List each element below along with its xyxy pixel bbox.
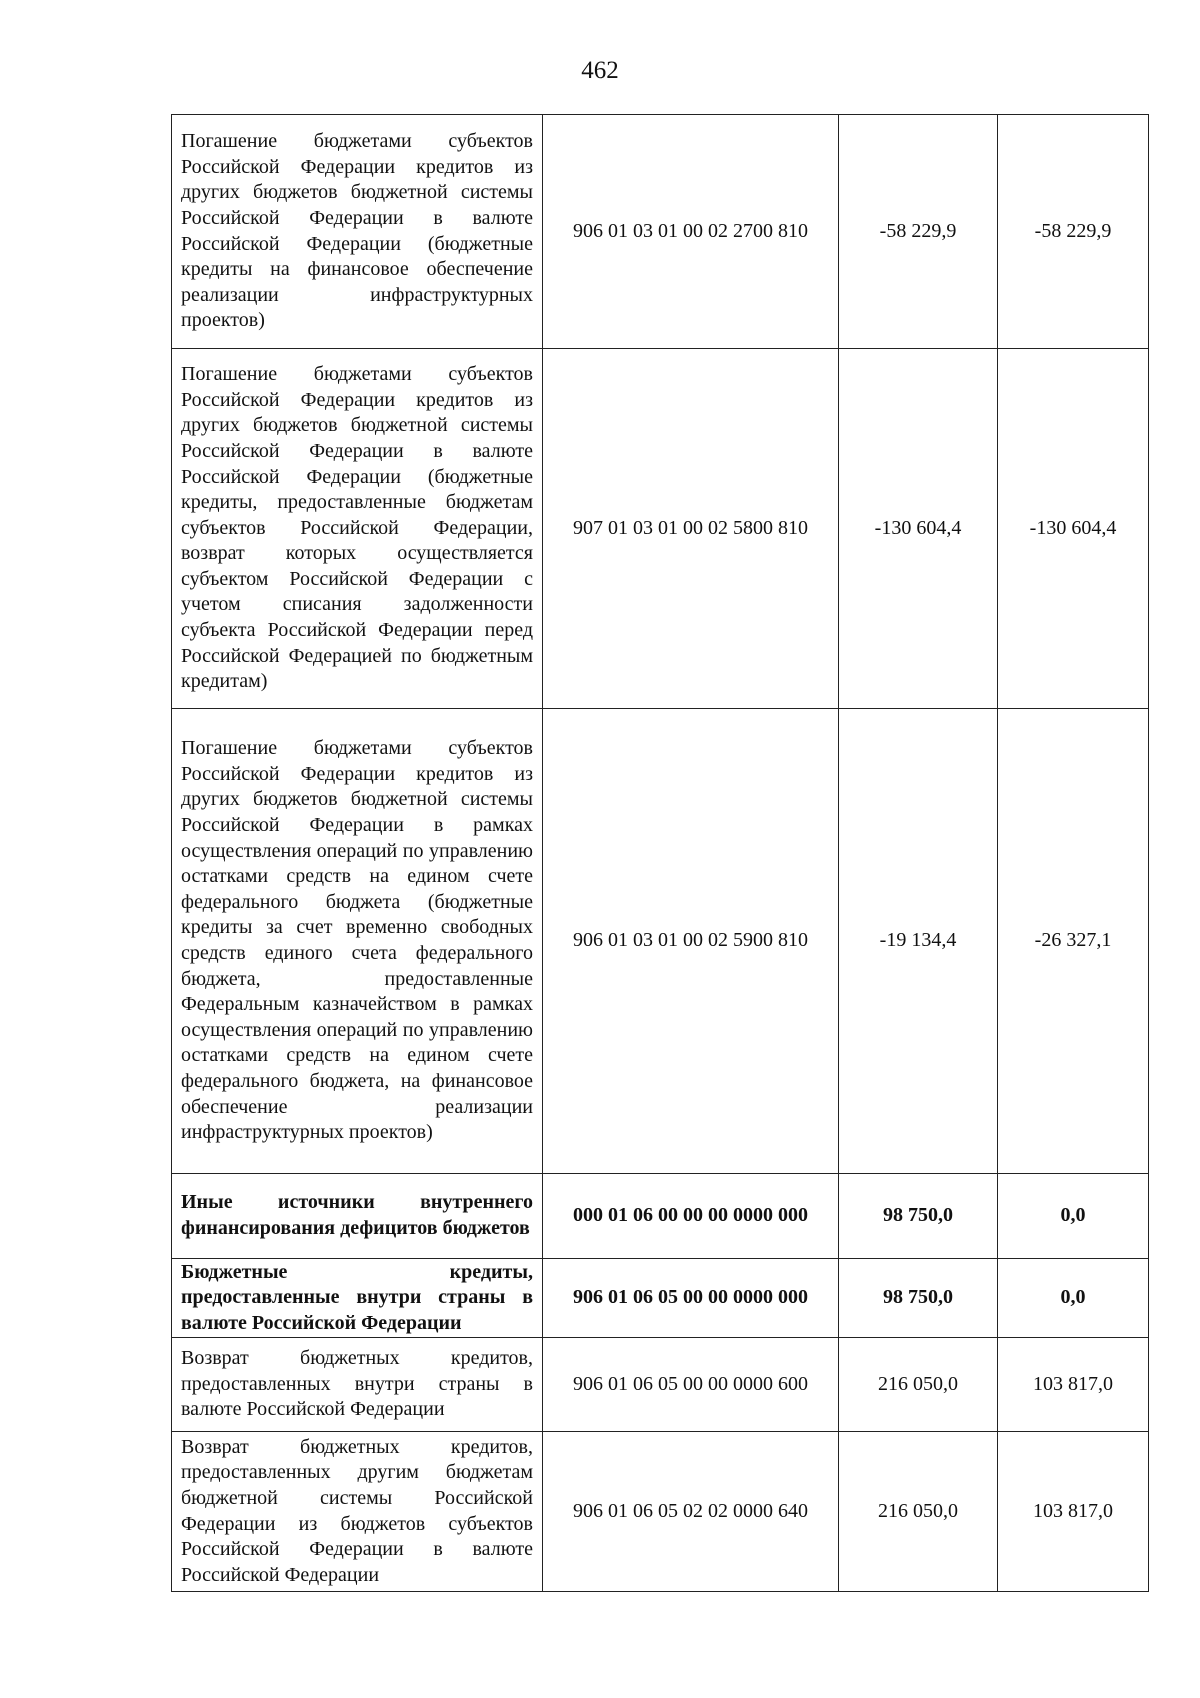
row-code: 906 01 03 01 00 02 5900 810	[543, 709, 839, 1174]
row-value-1: -58 229,9	[839, 115, 998, 349]
row-value-1: 216 050,0	[839, 1432, 998, 1592]
table-row	[172, 1174, 1149, 1259]
row-value-2: -58 229,9	[998, 115, 1149, 349]
row-code: 907 01 03 01 00 02 5800 810	[543, 349, 839, 709]
row-value-2: 103 817,0	[998, 1432, 1149, 1592]
row-description: Бюджетные кредиты, предоставленные внутри страны в валюте Российской Федерации	[172, 1259, 543, 1338]
table-row	[172, 709, 1149, 1174]
row-description: Возврат бюджетных кредитов, предоставленных внутри страны в валюте Российской Федерации	[172, 1338, 543, 1432]
row-value-1: 98 750,0	[839, 1174, 998, 1259]
row-value-1: -19 134,4	[839, 709, 998, 1174]
row-code: 906 01 03 01 00 02 2700 810	[543, 115, 839, 349]
row-code: 000 01 06 00 00 00 0000 000	[543, 1174, 839, 1259]
row-value-2: -130 604,4	[998, 349, 1149, 709]
budget-sources-table	[171, 114, 1149, 1592]
row-code: 906 01 06 05 00 00 0000 600	[543, 1338, 839, 1432]
row-value-2: 0,0	[998, 1259, 1149, 1338]
row-description: Погашение бюджетами субъектов Российской Федерации кредитов из других бюджетов бюджетной системы Российской Федерации в валюте Российской Федерации (бюджетные кредиты, предоставленные бюджетам субъектов Российской Федерации, возврат которых осуществляется субъектом Российской Федерации с учетом списания задолженности субъекта Российской Федерации перед Российской Федерацией по бюджетным кредитам)	[172, 349, 543, 709]
table-row	[172, 349, 1149, 709]
row-value-1: -130 604,4	[839, 349, 998, 709]
row-description: Погашение бюджетами субъектов Российской Федерации кредитов из других бюджетов бюджетной системы Российской Федерации в валюте Российской Федерации (бюджетные кредиты на финансовое обеспечение реализации инфраструктурных проектов)	[172, 115, 543, 349]
table-row	[172, 115, 1149, 349]
row-value-1: 216 050,0	[839, 1338, 998, 1432]
row-description: Погашение бюджетами субъектов Российской Федерации кредитов из других бюджетов бюджетной системы Российской Федерации в рамках осуществления операций по управлению остатками средств на едином счете федерального бюджета (бюджетные кредиты за счет временно свободных средств единого счета федерального бюджета, предоставленные Федеральным казначейством в рамках осуществления операций по управлению остатками средств на едином счете федерального бюджета, на финансовое обеспечение реализации инфраструктурных проектов)	[172, 709, 543, 1174]
row-description: Возврат бюджетных кредитов, предоставленных другим бюджетам бюджетной системы Российской Федерации из бюджетов субъектов Российской Федерации в валюте Российской Федерации	[172, 1432, 543, 1592]
table-row	[172, 1338, 1149, 1432]
row-value-1: 98 750,0	[839, 1259, 998, 1338]
table-row	[172, 1259, 1149, 1338]
row-code: 906 01 06 05 02 02 0000 640	[543, 1432, 839, 1592]
row-code: 906 01 06 05 00 00 0000 000	[543, 1259, 839, 1338]
row-description: Иные источники внутреннего финансирования дефицитов бюджетов	[172, 1174, 543, 1259]
row-value-2: -26 327,1	[998, 709, 1149, 1174]
row-value-2: 103 817,0	[998, 1338, 1149, 1432]
page-number: 462	[581, 57, 619, 84]
row-value-2: 0,0	[998, 1174, 1149, 1259]
table-row	[172, 1432, 1149, 1592]
